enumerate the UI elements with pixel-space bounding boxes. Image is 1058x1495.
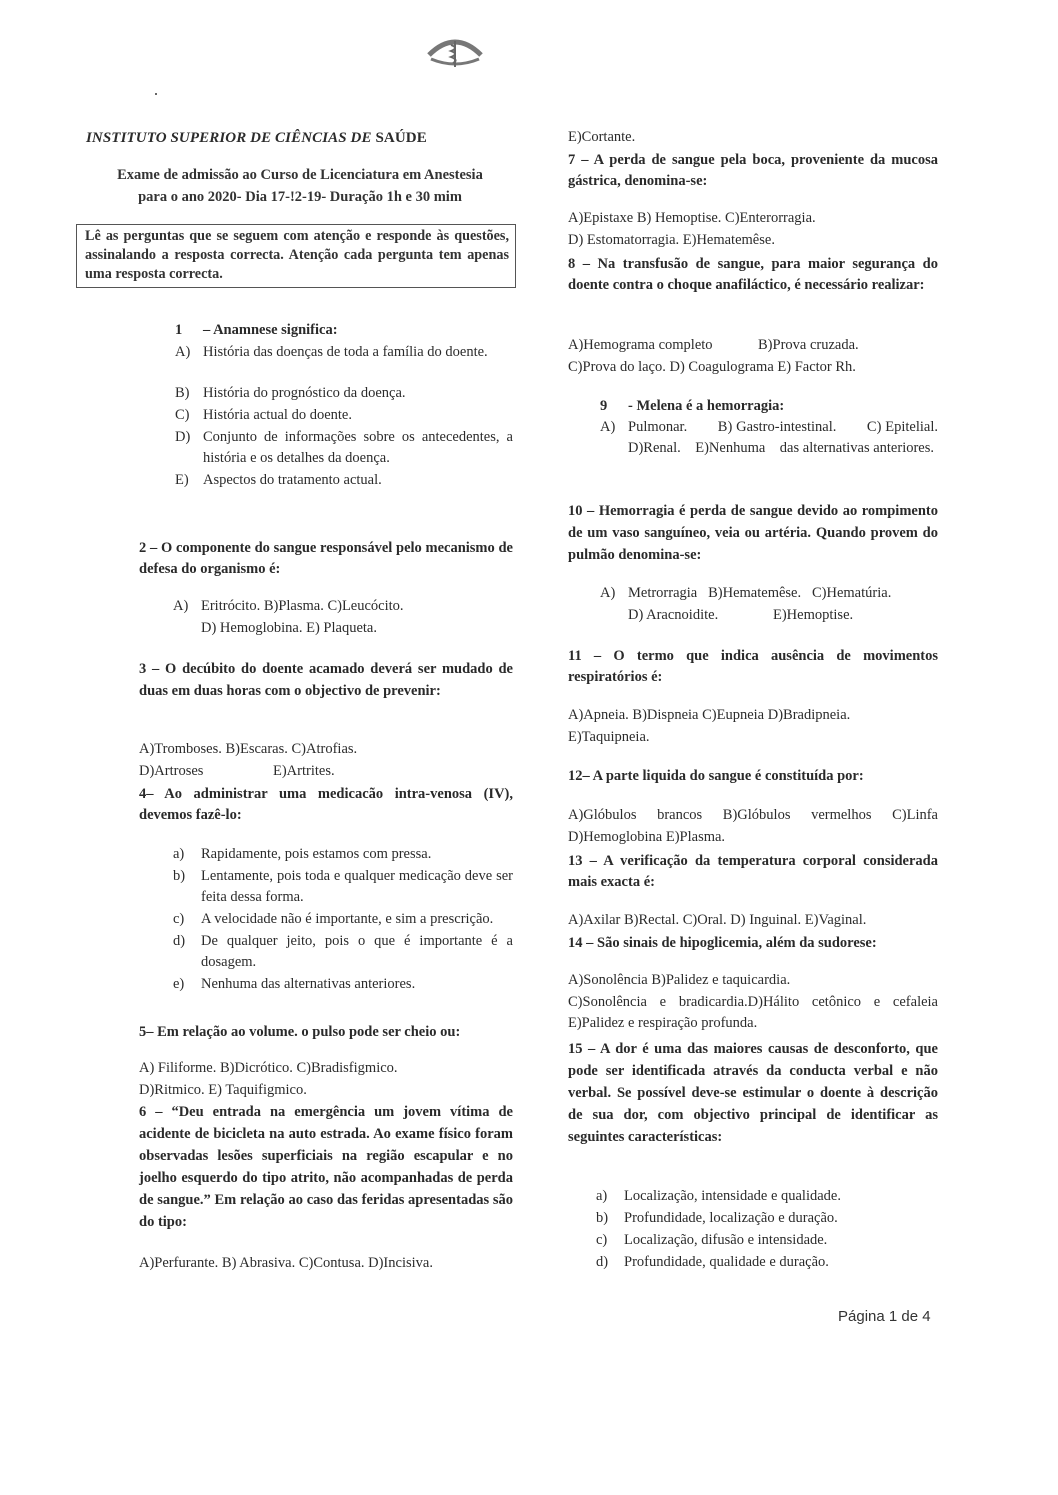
question-5-heading: 5– Em relação ao volume. o pulso pode ser cheio ou: (139, 1024, 461, 1040)
option-c[interactable]: c) A velocidade não é importante, e sim a prescrição. (173, 911, 494, 927)
question-13-options[interactable]: A)Axilar B)Rectal. C)Oral. D) Inguinal. E)Vaginal. (568, 912, 867, 928)
question-9-heading: 9 - Melena é a hemorragia: (600, 398, 785, 414)
option-a[interactable]: A) História das doenças de toda a família do doente. (175, 344, 488, 360)
question-3-heading: 3 – O decúbito do doente acamado deverá ser mudado de duas em duas horas com o objectivo de prevenir: (139, 661, 513, 699)
exam-title-line1: Exame de admissão ao Curso de Licenciatura em Anestesia (117, 167, 483, 183)
scan-artifact (155, 93, 157, 95)
option-d[interactable]: d) De qualquer jeito, pois o que é importante é a dosagem. (173, 933, 513, 970)
option-c[interactable]: C) História actual do doente. (175, 407, 352, 423)
question-8-options[interactable]: A)Hemograma completo B)Prova cruzada. C)Prova do laço. D) Coagulograma E) Factor Rh. (568, 337, 859, 375)
question-text: – Anamnese significa: (203, 322, 338, 338)
question-13-heading: 13 – A verificação da temperatura corporal considerada mais exacta é: (568, 853, 938, 890)
option-a[interactable]: a) Rapidamente, pois estamos com pressa. (173, 846, 432, 862)
question-4-options (173, 844, 513, 995)
option-b[interactable]: B) História do prognóstico da doença. (175, 385, 406, 401)
option-a[interactable]: a) Localização, intensidade e qualidade. (596, 1188, 841, 1204)
option-e[interactable]: e) Nenhuma das alternativas anteriores. (173, 976, 416, 992)
question-5-options[interactable]: A) Filiforme. B)Dicrótico. C)Bradisfigmico. D)Ritmico. E) Taquifigmico. (139, 1060, 398, 1098)
instructions-box: Lê as perguntas que se seguem com atenção e responde às questões, assinalando a resposta correcta. Atenção cada pergunta tem apenas uma resposta correcta. (76, 224, 516, 288)
question-6-heading: 6 – “Deu entrada na emergência um jovem vítima de acidente de bicicleta na auto estrada. Ao exame físico foram observadas lesões superficiais na região escapular e no joelho esquerdo do tipo atrito, não acompanhadas de perda de sangue.” Em relação ao caso das feridas apresentadas são do tipo: (139, 1104, 513, 1230)
option-c[interactable]: c) Localização, difusão e intensidade. (596, 1232, 828, 1248)
question-1 (175, 320, 515, 341)
question-6-options-line1[interactable]: A)Perfurante. B) Abrasiva. C)Contusa. D)Incisiva. (139, 1255, 433, 1271)
question-10-heading: 10 – Hemorragia é perda de sangue devido ao rompimento de um vaso sanguíneo, veia ou artéria. Quando provem do pulmão denomina-se: (568, 503, 938, 563)
option-b[interactable]: b) Lentamente, pois toda e qualquer medicação deve ser feita dessa forma. (173, 868, 513, 905)
question-number: 1 (175, 322, 183, 338)
question-1-heading (175, 320, 515, 341)
option-e[interactable]: E) Aspectos do tratamento actual. (175, 472, 382, 488)
question-9-options[interactable]: A) Pulmonar. B) Gastro-intestinal. C) Epitelial. D)Renal. E)Nenhuma das alternativas anteriores. (600, 419, 953, 456)
institution-name-italic: INSTITUTO SUPERIOR DE CIÊNCIAS DE (86, 130, 376, 146)
question-3-options[interactable]: A)Tromboses. B)Escaras. C)Atrofias. D)Artroses E)Artrites. (139, 741, 358, 779)
question-11-heading: 11 – O termo que indica ausência de movimentos respiratórios é: (568, 648, 938, 685)
question-8-heading: 8 – Na transfusão de sangue, para maior segurança do doente contra o choque anafiláctico, é necessário realizar: (568, 256, 938, 293)
institution-name-upright: SAÚDE (375, 130, 427, 146)
question-7-heading: 7 – A perda de sangue pela boca, proveniente da mucosa gástrica, denomina-se: (568, 152, 938, 189)
option-d[interactable]: d) Profundidade, qualidade e duração. (596, 1254, 829, 1270)
option-d[interactable]: D) Conjunto de informações sobre os antecedentes, a história e os detalhes da doença. (175, 429, 513, 466)
question-2-heading: 2 – O componente do sangue responsável pelo mecanismo de defesa do organismo é: (139, 540, 513, 577)
question-14-heading: 14 – São sinais de hipoglicemia, além da sudorese: (568, 935, 877, 951)
question-10-options[interactable]: A) Metrorragia B)Hematemêse. C)Hematúria. D) Aracnoidite. E)Hemoptise. (600, 585, 892, 623)
option-b[interactable]: b) Profundidade, localização e duração. (596, 1210, 838, 1226)
institution-title (86, 128, 427, 149)
question-11-options[interactable]: A)Apneia. B)Dispneia C)Eupneia D)Bradipneia. E)Taquipneia. (568, 707, 851, 745)
question-14-options[interactable]: A)Sonolência B)Palidez e taquicardia. C)Sonolência e bradicardia.D)Hálito cetônico e cefaleia E)Palidez e respiração profunda. (568, 972, 938, 1031)
question-2-options[interactable]: A) Eritrócito. B)Plasma. C)Leucócito. D) Hemoglobina. E) Plaqueta. (173, 598, 404, 636)
question-1-options (175, 342, 513, 491)
question-7-options[interactable]: A)Epistaxe B) Hemoptise. C)Enterorragia. D) Estomatorragia. E)Hematemêse. (568, 210, 816, 248)
question-12-heading: 12– A parte liquida do sangue é constituída por: (568, 768, 864, 784)
caduceus-emblem-icon (425, 35, 485, 69)
page-number: Página 1 de 4 (838, 1308, 931, 1325)
question-15-heading: 15 – A dor é uma das maiores causas de desconforto, que pode ser identificada através da conducta verbal e não verbal. Se possível deve-se estimular o doente à descrição de sua dor, com objectivo principal de identificar as seguintes características: (568, 1041, 938, 1145)
exam-title-line2: para o ano 2020- Dia 17-!2-19- Duração 1h e 30 mim (138, 189, 462, 205)
question-12-options[interactable]: A)Glóbulos brancos B)Glóbulos vermelhos C)Linfa D)Hemoglobina E)Plasma. (568, 807, 938, 845)
question-15-options (596, 1186, 938, 1273)
exam-title (84, 164, 516, 208)
question-6-options-line2[interactable]: E)Cortante. (568, 129, 636, 145)
question-4-heading: 4– Ao administrar uma medicacão intra-venosa (IV), devemos fazê-lo: (139, 786, 513, 823)
